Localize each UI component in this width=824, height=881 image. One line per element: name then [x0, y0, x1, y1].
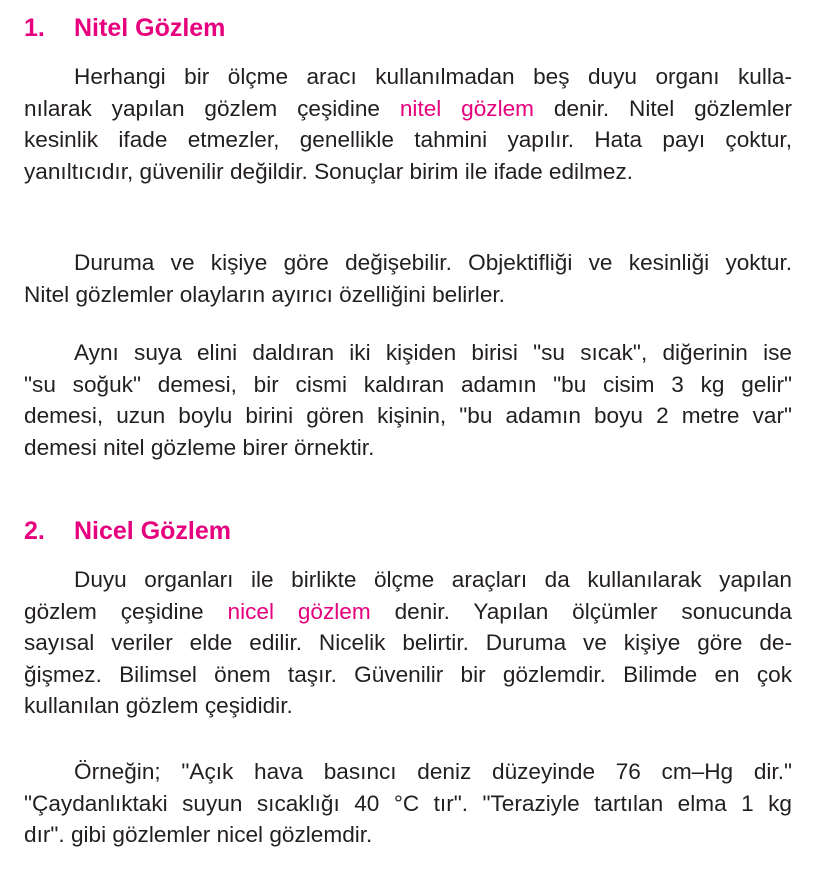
text-line: Aynı suya elini daldıran iki kişiden birisi "su sıcak", diğerinin ise: [74, 340, 792, 365]
section-2-number: 2.: [24, 517, 45, 545]
text-line: kesinlik ifade etmezler, genellikle tahmini yapılır. Hata payı çoktur,: [24, 127, 792, 152]
text-span: gözlem çeşidine: [24, 598, 228, 624]
text-line: Duyu organları ile birlikte ölçme araçları da kullanılarak yapılan: [74, 567, 792, 592]
text-line: ğişmez. Bilimsel önem taşır. Güvenilir bir gözlemdir. Bilimde en çok: [24, 661, 792, 687]
section-2-title: Nicel Gözlem: [74, 517, 231, 545]
section-1-paragraph-1: [24, 61, 792, 187]
text-span: nılarak yapılan gözlem çeşidine: [24, 95, 400, 121]
text-line: kullanılan gözlem çeşididir.: [24, 693, 293, 718]
text-line: sayısal veriler elde edilir. Nicelik belirtir. Duruma ve kişiye göre de-: [24, 630, 792, 655]
section-1-title: Nitel Gözlem: [74, 14, 226, 42]
text-line: demesi, uzun boylu birini gören kişinin, "bu adamın boyu 2 metre var": [24, 403, 792, 428]
term-nitel-gozlem: nitel gözlem: [399, 95, 535, 121]
text-line: "su soğuk" demesi, bir cismi kaldıran adamın "bu cisim 3 kg gelir": [24, 371, 792, 397]
section-1-paragraph-3: [24, 337, 792, 463]
text-span: denir. Nitel gözlemler: [534, 95, 793, 121]
text-line: demesi nitel gözleme birer örnektir.: [24, 434, 375, 460]
text-line: dır". gibi gözlemler nicel gözlemdir.: [24, 822, 373, 847]
text-line: Nitel gözlemler olayların ayırıcı özelliğini belirler.: [24, 281, 505, 307]
section-2-heading: [24, 516, 231, 546]
text-line: "Çaydanlıktaki suyun sıcaklığı 40 °C tır". "Teraziyle tartılan elma 1 kg: [24, 790, 792, 816]
section-1-heading: [24, 13, 225, 43]
text-line: Örneğin; "Açık hava basıncı deniz düzeyinde 76 cm–Hg dir.": [74, 759, 792, 784]
text-line: [24, 596, 792, 628]
section-1-number: 1.: [24, 14, 45, 42]
text-line: [24, 93, 792, 125]
text-line: Herhangi bir ölçme aracı kullanılmadan beş duyu organı kulla-: [74, 64, 792, 89]
section-2-paragraph-1: [24, 564, 792, 722]
section-2-paragraph-2: [24, 756, 792, 851]
term-nicel-gozlem: nicel gözlem: [227, 598, 371, 624]
section-1-paragraph-2: [24, 247, 792, 310]
text-line: Duruma ve kişiye göre değişebilir. Objektifliği ve kesinliği yoktur.: [74, 250, 792, 275]
text-span: denir. Yapılan ölçümler sonucunda: [370, 598, 792, 624]
text-line: yanıltıcıdır, güvenilir değildir. Sonuçlar birim ile ifade edilmez.: [24, 158, 634, 184]
